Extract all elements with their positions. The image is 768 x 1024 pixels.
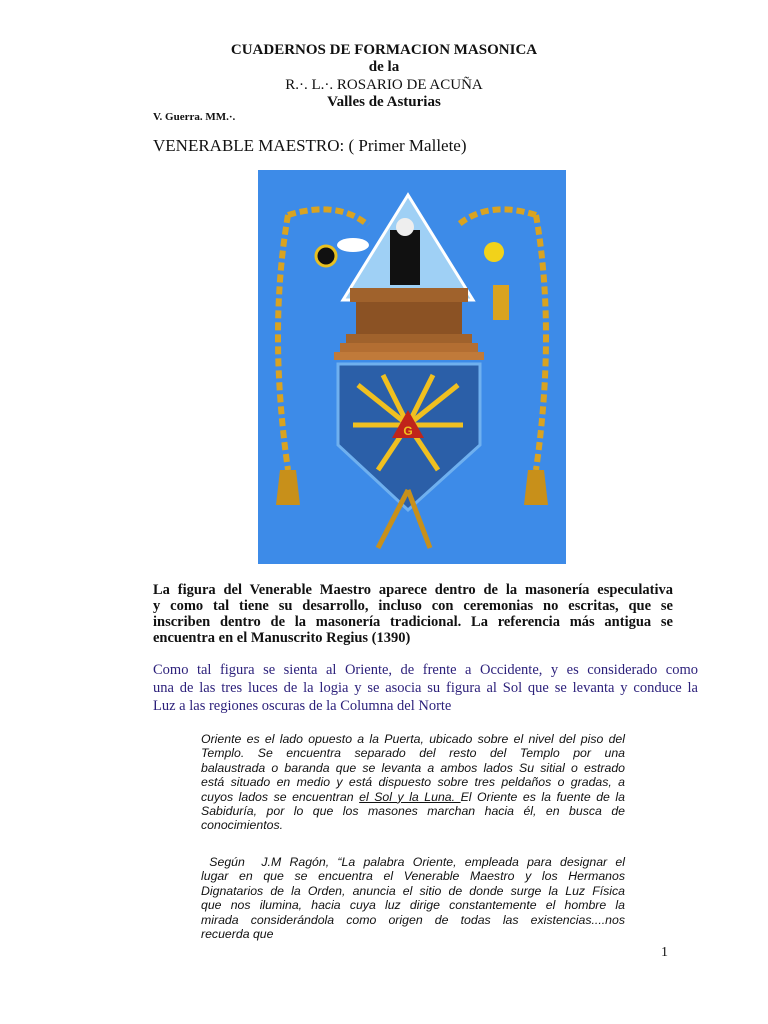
- author: V. Guerra. MM.·.: [153, 111, 236, 123]
- quote-line: lugar en que se encuentra el Venerable Maestro y los Hermanos: [201, 869, 625, 884]
- quote-line: balaustrada o baranda que se levanta a ambos lados Su sitial o estrado: [201, 760, 625, 775]
- region-name: Valles de Asturias: [327, 94, 441, 110]
- blue-paragraph: [153, 661, 698, 715]
- master-figure: [390, 230, 420, 285]
- bust: [493, 285, 509, 320]
- sun-icon: [484, 242, 504, 262]
- quote-line: Templo. Se encuentra separado del resto del Templo por una: [201, 746, 625, 761]
- underlined-text: el Sol y la Luna.: [359, 789, 461, 804]
- venerable-master-painting: [258, 170, 566, 564]
- quote-line: conocimientos.: [201, 818, 284, 833]
- quote-line: Sabiduría, por lo que los masones marchan hacia él, en busca de: [201, 804, 625, 819]
- intro-line: encuentra en el Manuscrito Regius (1390): [153, 630, 411, 646]
- document-subtitle: de la: [368, 59, 400, 75]
- moon-icon: [316, 246, 336, 266]
- lodge-name: R.·. L.·. ROSARIO DE ACUÑA: [285, 77, 483, 93]
- quote-line: mirada considerándola como origen de todas las existencias....nos: [201, 912, 625, 927]
- blue-line: Luz a las regiones oscuras de la Columna del Norte: [153, 698, 452, 714]
- page-number: 1: [661, 945, 668, 960]
- document-title: CUADERNOS DE FORMACION MASONICA: [230, 42, 538, 58]
- quote-line: Según J.M Ragón, “La palabra Oriente, empleada para designar el: [201, 855, 625, 869]
- quote-line: que nos ilumina, hacia cuya luz dirige constantemente el hombre la: [201, 898, 625, 913]
- intro-line: La figura del Venerable Maestro aparece dentro de la masonería especulativa: [153, 582, 673, 598]
- quote-line: recuerda que: [201, 927, 274, 942]
- quote-line: Dignatarios de la Orden, anuncia el sitio de donde surge la Luz Física: [201, 883, 625, 898]
- text: El Oriente es la fuente de la: [460, 789, 625, 804]
- intro-line: inscriben dentro de la masonería tradicional. La referencia más antigua se: [153, 614, 673, 630]
- left-tassel: [276, 470, 300, 505]
- text: cuyos lados se encuentran: [201, 789, 360, 804]
- quote-ragon: [201, 855, 625, 941]
- intro-paragraph: [153, 582, 673, 646]
- quote-line: Oriente es el lado opuesto a la Puerta, ubicado sobre el nivel del piso del: [201, 732, 625, 746]
- blue-line: una de las tres luces de la logia y se asocia su figura al Sol que se levanta y conduce la: [153, 680, 698, 696]
- altar-top: [350, 288, 468, 302]
- quote-line: [201, 790, 625, 804]
- section-title: VENERABLE MAESTRO: ( Primer Mallete): [153, 136, 467, 155]
- intro-line: y como tal tiene su desarrollo, incluso con ceremonias no escritas, que se: [153, 598, 673, 614]
- svg-text:G: G: [403, 424, 413, 438]
- right-tassel: [524, 470, 548, 505]
- blue-line: Como tal figura se sienta al Oriente, de frente a Occidente, y es considerado como: [153, 662, 698, 678]
- quote-line: está situado en medio y está dispuesto sobre tres peldaños o gradas, a: [201, 775, 625, 790]
- quote-oriente: [201, 732, 625, 833]
